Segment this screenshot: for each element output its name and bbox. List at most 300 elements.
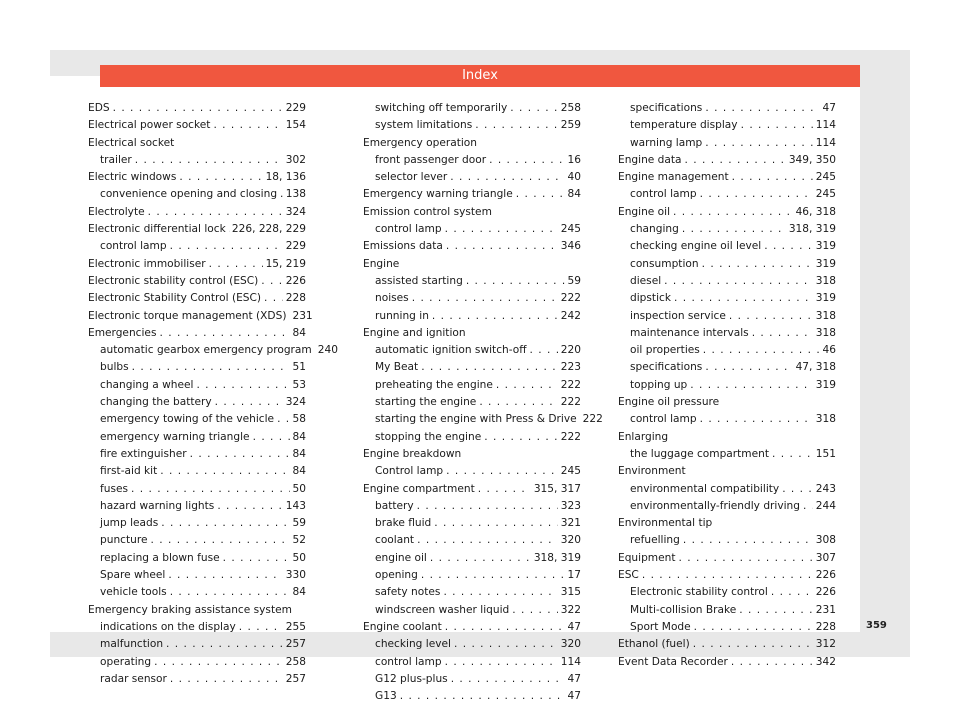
entry-page: 318 — [815, 413, 836, 426]
dot-leader — [417, 498, 558, 515]
entry-text: Engine management — [618, 171, 729, 184]
dot-leader — [215, 394, 283, 411]
index-subentry — [363, 463, 581, 480]
entry-page: 257 — [285, 672, 306, 685]
index-subentry — [363, 671, 581, 688]
entry-page: 46 — [822, 344, 836, 357]
dot-leader — [803, 498, 813, 515]
entry-text: jump leads — [100, 517, 159, 530]
index-subentry — [363, 342, 581, 359]
page-number: 359 — [866, 620, 887, 631]
entry-page: 222 — [560, 292, 581, 305]
entry-page: 315 — [560, 586, 581, 599]
entry-text: Control lamp — [375, 465, 444, 478]
index-subentry — [88, 550, 306, 567]
dot-leader — [772, 446, 813, 463]
dot-leader — [450, 169, 564, 186]
index-subentry — [618, 256, 836, 273]
entry-text: puncture — [100, 534, 148, 547]
index-subentry — [363, 394, 581, 411]
entry-page: 258 — [560, 102, 581, 114]
entry-text: hazard warning lights — [100, 499, 215, 512]
index-subentry — [88, 671, 306, 688]
entry-text: vehicle tools — [100, 586, 167, 599]
index-subentry — [88, 481, 306, 498]
entry-text: switching off temporarily — [375, 102, 508, 114]
entry-text: Event Data Recorder — [618, 655, 728, 668]
entry-page: 330 — [285, 569, 306, 582]
entry-text: Electronic torque management (XDS) — [88, 309, 287, 322]
entry-text: Electronic Stability Control (ESC) — [88, 292, 262, 305]
entry-page: 257 — [285, 638, 306, 651]
index-banner: Index — [100, 65, 860, 87]
dot-leader — [261, 273, 283, 290]
entry-page: 231 — [292, 309, 313, 322]
dot-leader — [161, 515, 289, 532]
entry-page: 319 — [815, 240, 836, 253]
index-subentry — [618, 186, 836, 203]
entry-page: 114 — [815, 136, 836, 149]
entry-text: system limitations — [375, 119, 473, 132]
index-column-3 — [618, 100, 836, 671]
index-entry — [618, 636, 836, 653]
entry-page: 255 — [285, 620, 306, 633]
entry-page: 324 — [285, 205, 306, 218]
entry-text: Electronic stability control (ESC) — [88, 274, 259, 287]
index-subentry — [363, 515, 581, 532]
entry-text: stopping the engine — [375, 430, 482, 443]
index-column-1 — [88, 100, 338, 688]
index-entry — [88, 256, 306, 273]
index-entry — [88, 100, 306, 117]
index-subentry — [88, 654, 306, 671]
entry-text: checking engine oil level — [630, 240, 762, 253]
entry-text: G12 plus-plus — [375, 672, 448, 685]
dot-leader — [443, 584, 557, 601]
index-subentry — [363, 359, 581, 376]
entry-page: 323 — [560, 499, 581, 512]
index-subentry — [618, 290, 836, 307]
entry-page: 318 — [815, 274, 836, 287]
dot-leader — [664, 273, 813, 290]
dot-leader — [752, 325, 813, 342]
entry-text: assisted starting — [375, 274, 463, 287]
index-entry — [363, 135, 581, 152]
dot-leader — [683, 532, 813, 549]
entry-page: 245 — [815, 171, 836, 184]
entry-text: Equipment — [618, 551, 676, 564]
entry-text: engine oil — [375, 551, 427, 564]
entry-text: trailer — [100, 153, 132, 166]
index-subentry — [618, 481, 836, 498]
entry-text: Emergency warning triangle — [363, 188, 513, 201]
entry-page: 50 — [292, 482, 306, 495]
entry-page: 143 — [285, 499, 306, 512]
entry-text: temperature display — [630, 119, 738, 132]
entry-text: Emergency braking assistance system — [88, 603, 292, 616]
index-subentry — [363, 567, 581, 584]
entry-text: Engine data — [618, 153, 682, 166]
dot-leader — [253, 429, 290, 446]
entry-page: 324 — [285, 396, 306, 409]
dot-leader — [277, 411, 289, 428]
index-subentry — [88, 498, 306, 515]
entry-page: 320 — [560, 638, 581, 651]
index-subentry — [88, 446, 306, 463]
entry-text: the luggage compartment — [630, 447, 770, 460]
index-subentry — [618, 584, 836, 601]
index-subentry — [618, 446, 836, 463]
dot-leader — [223, 550, 290, 567]
entry-text: dipstick — [630, 292, 671, 305]
dot-leader — [679, 550, 813, 567]
entry-page: 245 — [560, 465, 581, 478]
index-subentry — [363, 377, 581, 394]
dot-leader — [446, 238, 558, 255]
dot-leader — [148, 204, 283, 221]
dot-leader — [421, 359, 558, 376]
dot-leader — [451, 671, 565, 688]
index-subentry — [363, 636, 581, 653]
entry-page: 319 — [815, 292, 836, 305]
index-subentry — [363, 152, 581, 169]
dot-leader — [693, 636, 813, 653]
dot-leader — [530, 342, 558, 359]
entry-page: 18, 136 — [265, 171, 306, 184]
dot-leader — [159, 325, 289, 342]
entry-text: refuelling — [630, 534, 680, 547]
entry-text: preheating the engine — [375, 378, 493, 391]
entry-text: G13 — [375, 690, 397, 703]
dot-leader — [421, 567, 565, 584]
entry-page: 84 — [292, 465, 306, 478]
dot-leader — [516, 186, 565, 203]
index-subentry — [88, 567, 306, 584]
entry-text: Engine compartment — [363, 482, 475, 495]
dot-leader — [445, 221, 558, 238]
entry-page: 321 — [560, 517, 581, 530]
index-subentry — [88, 186, 306, 203]
entry-page: 46, 318 — [795, 205, 836, 218]
index-entry — [363, 446, 581, 463]
entry-page: 59 — [567, 274, 581, 287]
dot-leader — [764, 238, 813, 255]
entry-text: Electrolyte — [88, 205, 145, 218]
index-entry — [618, 152, 836, 169]
dot-leader — [166, 636, 283, 653]
entry-page: 50 — [292, 551, 306, 564]
dot-leader — [217, 498, 282, 515]
dot-leader — [739, 602, 812, 619]
entry-page: 346 — [560, 240, 581, 253]
entry-page: 318 — [815, 309, 836, 322]
entry-page: 349, 350 — [788, 153, 836, 166]
entry-text: warning lamp — [630, 136, 703, 149]
entry-text: emergency warning triangle — [100, 430, 250, 443]
dot-leader — [412, 290, 558, 307]
entry-page: 53 — [292, 378, 306, 391]
entry-text: ESC — [618, 569, 639, 582]
entry-text: malfunction — [100, 638, 164, 651]
index-subentry — [88, 515, 306, 532]
index-subentry — [618, 411, 836, 428]
entry-page: 220 — [560, 344, 581, 357]
entry-text: Engine — [363, 257, 400, 270]
index-column-2 — [363, 100, 603, 705]
entry-text: Electronic immobiliser — [88, 257, 206, 270]
dot-leader — [430, 550, 531, 567]
index-entry — [363, 619, 581, 636]
dot-leader — [489, 152, 564, 169]
dot-leader — [700, 411, 813, 428]
entry-text: automatic ignition switch-off — [375, 344, 527, 357]
entry-page: 318 — [815, 326, 836, 339]
index-entry — [363, 325, 581, 342]
entry-text: environmental compatibility — [630, 482, 780, 495]
entry-page: 52 — [292, 534, 306, 547]
index-subentry — [618, 221, 836, 238]
dot-leader — [510, 100, 557, 117]
index-subentry — [363, 117, 581, 134]
entry-page: 245 — [560, 223, 581, 236]
dot-leader — [478, 481, 531, 498]
index-entry — [618, 394, 836, 411]
index-subentry — [363, 654, 581, 671]
entry-page: 15, 219 — [265, 257, 306, 270]
index-subentry — [363, 584, 581, 601]
entry-page: 259 — [560, 119, 581, 132]
entry-page: 114 — [560, 655, 581, 668]
entry-page: 58 — [292, 413, 306, 426]
index-entry — [363, 481, 581, 498]
index-entry — [618, 429, 836, 446]
entry-text: Engine coolant — [363, 620, 442, 633]
entry-text: changing — [630, 223, 679, 236]
dot-leader — [479, 394, 557, 411]
entry-text: environmentally-friendly driving — [630, 499, 800, 512]
entry-page: 308 — [815, 534, 836, 547]
entry-page: 16 — [567, 153, 581, 166]
dot-leader — [782, 481, 813, 498]
index-subentry — [88, 429, 306, 446]
dot-leader — [731, 654, 813, 671]
dot-leader — [132, 359, 290, 376]
index-subentry — [363, 688, 581, 705]
index-subentry — [618, 100, 836, 117]
index-entry — [363, 238, 581, 255]
entry-text: replacing a blown fuse — [100, 551, 220, 564]
entry-page: 228 — [815, 620, 836, 633]
entry-page: 229 — [285, 102, 306, 114]
entry-text: fire extinguisher — [100, 447, 187, 460]
entry-text: Engine breakdown — [363, 447, 462, 460]
dot-leader — [168, 567, 282, 584]
index-subentry — [618, 619, 836, 636]
dot-leader — [512, 602, 558, 619]
entry-text: Environmental tip — [618, 517, 713, 530]
entry-page: 243 — [815, 482, 836, 495]
index-entry — [363, 204, 581, 221]
entry-page: 226 — [285, 274, 306, 287]
entry-page: 231 — [815, 603, 836, 616]
entry-text: coolant — [375, 534, 415, 547]
entry-page: 312 — [815, 638, 836, 651]
entry-text: Engine oil pressure — [618, 396, 720, 409]
dot-leader — [135, 152, 283, 169]
dot-leader — [264, 290, 283, 307]
entry-text: diesel — [630, 274, 662, 287]
index-subentry — [88, 238, 306, 255]
entry-text: Sport Mode — [630, 620, 691, 633]
entry-page: 40 — [567, 171, 581, 184]
entry-page: 222 — [582, 413, 603, 426]
entry-text: control lamp — [375, 223, 442, 236]
entry-text: battery — [375, 499, 414, 512]
entry-text: My Beat — [375, 361, 419, 374]
dot-leader — [729, 308, 813, 325]
entry-page: 84 — [567, 188, 581, 201]
index-entry — [618, 550, 836, 567]
entry-text: opening — [375, 569, 418, 582]
index-entry — [88, 204, 306, 221]
entry-page: 223 — [560, 361, 581, 374]
dot-leader — [771, 584, 813, 601]
dot-leader — [702, 256, 813, 273]
index-subentry — [618, 602, 836, 619]
index-subentry — [618, 135, 836, 152]
entry-text: oil properties — [630, 344, 700, 357]
dot-leader — [434, 515, 557, 532]
index-entry — [88, 273, 306, 290]
index-entry — [88, 308, 313, 325]
entry-page: 47 — [567, 690, 581, 703]
index-entry — [618, 169, 836, 186]
index-subentry — [618, 532, 836, 549]
dot-leader — [700, 186, 813, 203]
dot-leader — [445, 619, 565, 636]
index-subentry — [618, 117, 836, 134]
index-subentry — [618, 273, 836, 290]
entry-text: control lamp — [630, 188, 697, 201]
dot-leader — [642, 567, 813, 584]
entry-page: 226 — [815, 586, 836, 599]
entry-page: 84 — [292, 586, 306, 599]
entry-page: 302 — [285, 153, 306, 166]
index-subentry — [88, 636, 306, 653]
entry-page: 245 — [815, 188, 836, 201]
entry-text: Emission control system — [363, 205, 492, 218]
index-entry — [88, 325, 306, 342]
dot-leader — [432, 308, 558, 325]
entry-text: windscreen washer liquid — [375, 603, 510, 616]
dot-leader — [154, 654, 283, 671]
index-subentry — [363, 602, 581, 619]
entry-page: 114 — [815, 119, 836, 132]
index-subentry — [618, 308, 836, 325]
entry-text: fuses — [100, 482, 128, 495]
entry-page: 222 — [560, 396, 581, 409]
index-entry — [88, 117, 306, 134]
entry-text: topping up — [630, 378, 688, 391]
entry-text: Electric windows — [88, 171, 177, 184]
index-subentry — [88, 532, 306, 549]
entry-text: indications on the display — [100, 620, 236, 633]
entry-page: 228 — [285, 292, 306, 305]
index-subentry — [88, 584, 306, 601]
entry-page: 320 — [560, 534, 581, 547]
dot-leader — [703, 342, 820, 359]
index-subentry — [88, 377, 306, 394]
entry-page: 154 — [285, 119, 306, 132]
entry-text: Emergencies — [88, 326, 157, 339]
entry-text: changing the battery — [100, 396, 212, 409]
dot-leader — [160, 463, 289, 480]
entry-text: inspection service — [630, 309, 726, 322]
index-subentry — [88, 619, 306, 636]
entry-text: operating — [100, 655, 152, 668]
dot-leader — [196, 377, 289, 394]
index-subentry — [88, 394, 306, 411]
entry-page: 244 — [815, 499, 836, 512]
entry-text: Multi-collision Brake — [630, 603, 737, 616]
entry-text: Ethanol (fuel) — [618, 638, 690, 651]
entry-page: 47, 318 — [795, 361, 836, 374]
entry-text: selector lever — [375, 171, 448, 184]
index-subentry — [618, 325, 836, 342]
index-subentry — [88, 359, 306, 376]
dot-leader — [179, 169, 262, 186]
entry-text: Spare wheel — [100, 569, 166, 582]
entry-text: consumption — [630, 257, 699, 270]
entry-text: radar sensor — [100, 672, 167, 685]
index-subentry — [363, 100, 581, 117]
entry-text: EDS — [88, 102, 110, 114]
index-subentry — [363, 169, 581, 186]
dot-leader — [445, 654, 558, 671]
dot-leader — [113, 100, 283, 117]
index-subentry — [618, 359, 836, 376]
entry-page: 318, 319 — [788, 223, 836, 236]
index-entry — [618, 654, 836, 671]
entry-text: front passenger door — [375, 153, 487, 166]
index-subentry — [363, 532, 581, 549]
dot-leader — [417, 532, 558, 549]
entry-page: 17 — [567, 569, 581, 582]
entry-text: Electronic differential lock — [88, 223, 226, 236]
dot-leader — [674, 290, 813, 307]
index-entry — [618, 204, 836, 221]
entry-page: 222 — [560, 378, 581, 391]
dot-leader — [151, 532, 290, 549]
dot-leader — [213, 117, 282, 134]
entry-page: 59 — [292, 517, 306, 530]
entry-page: 226, 228, 229 — [231, 223, 306, 236]
index-subentry — [618, 498, 836, 515]
entry-page: 242 — [560, 309, 581, 322]
index-subentry — [363, 411, 603, 428]
index-subentry — [88, 463, 306, 480]
dot-leader — [475, 117, 557, 134]
entry-text: control lamp — [630, 413, 697, 426]
dot-leader — [209, 256, 263, 273]
entry-text: starting the engine — [375, 396, 477, 409]
entry-page: 240 — [317, 344, 338, 357]
entry-page: 258 — [285, 655, 306, 668]
entry-page: 307 — [815, 551, 836, 564]
index-entry — [618, 515, 836, 532]
entry-text: specifications — [630, 102, 703, 114]
entry-text: Emissions data — [363, 240, 443, 253]
